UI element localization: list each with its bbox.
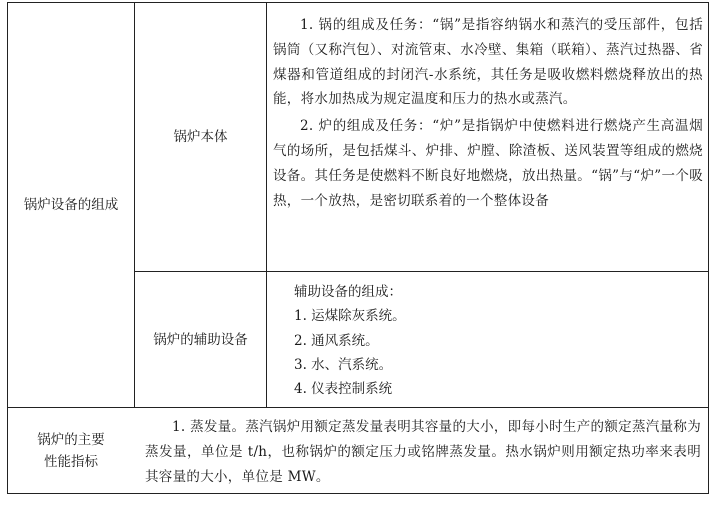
info-table xyxy=(7,2,709,494)
auxiliary-item-4: 4. 仪表控制系统 xyxy=(294,381,393,398)
subcategory-auxiliary-equipment-text: 锅炉的辅助设备 xyxy=(153,331,248,348)
category-boiler-composition-text: 锅炉设备的组成 xyxy=(23,197,119,213)
auxiliary-item-3: 3. 水、汽系统。 xyxy=(294,356,393,373)
auxiliary-item-1: 1. 运煤除灰系统。 xyxy=(294,308,406,325)
category-performance-indicators xyxy=(8,408,134,494)
auxiliary-equipment-list xyxy=(267,280,709,401)
subcategory-boiler-body xyxy=(135,3,266,271)
boiler-body-para-2: 2. 炉的组成及任务：“炉”是指锅炉中使燃料进行燃烧产生高温烟气的场所，是包括煤斗、炉排、炉膛、除渣板、送风装置等组成的燃烧设备。其任务是使燃料不断良好地燃烧，放出热量。“锅”与“炉”一个吸热，一个放热，是密切联系着的一个整体设备 xyxy=(273,118,703,209)
auxiliary-intro: 辅助设备的组成： xyxy=(294,284,402,300)
performance-para: 1. 蒸发量。蒸汽锅炉用额定蒸发量表明其容量的大小，即每小时生产的额定蒸汽量称为蒸发量，单位是 t/h，也称锅炉的额定压力或铭牌蒸发量。热水锅炉则用额定热功率来表明其容量的大小，单位是 MW。 xyxy=(145,419,701,485)
subcategory-auxiliary-equipment xyxy=(135,272,266,407)
category-performance-line-2: 性能指标 xyxy=(44,454,98,470)
auxiliary-item-2: 2. 通风系统。 xyxy=(294,332,379,349)
boiler-body-description xyxy=(267,13,709,213)
boiler-body-para-1: 1. 锅的组成及任务：“锅”是指容纳锅水和蒸汽的受压部件，包括锅筒（又称汽包）、对流管束、水冷壁、集箱（联箱）、蒸汽过热器、省煤器和管道组成的封闭汽-水系统，其任务是吸收燃料燃烧释放出的热能，将水加热成为规定温度和压力的热水或蒸汽。 xyxy=(273,17,703,108)
subcategory-boiler-body-text: 锅炉本体 xyxy=(173,129,228,145)
category-boiler-composition xyxy=(8,3,134,407)
performance-description xyxy=(135,415,709,489)
category-performance-line-1: 锅炉的主要 xyxy=(37,432,105,448)
